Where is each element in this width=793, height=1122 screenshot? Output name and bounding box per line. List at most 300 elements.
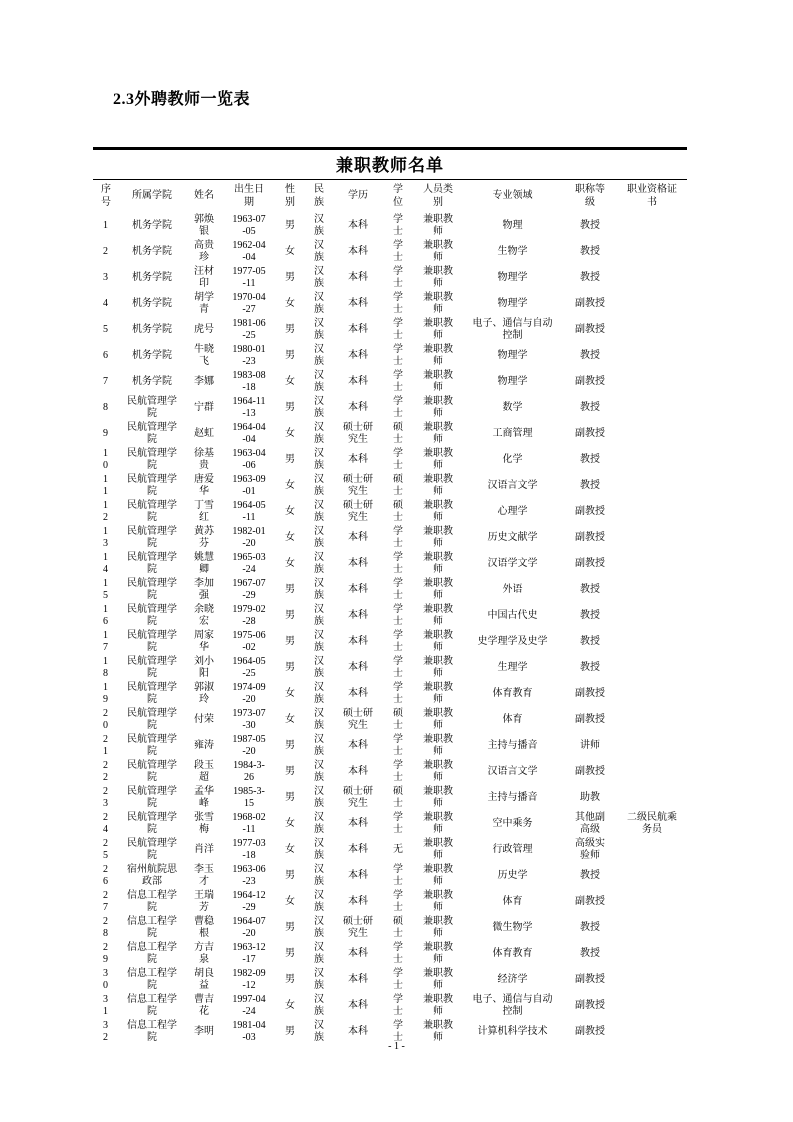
cell-education: 本科 [348, 739, 368, 751]
cell-college: 民航管理学院 [127, 473, 177, 497]
cell-birth: 1965-03-24 [232, 551, 266, 575]
column-header-certificate: 职业资格证书 [627, 184, 677, 208]
cell-gender: 男 [285, 323, 295, 335]
cell-category: 兼职教师 [423, 447, 453, 471]
cell-degree: 学士 [393, 1019, 403, 1043]
cell-degree: 硕士 [393, 421, 403, 445]
cell-education: 本科 [348, 323, 368, 335]
cell-seq: 19 [103, 681, 108, 705]
cell-certificate [617, 915, 687, 941]
cell-birth: 1984-3-26 [233, 759, 265, 783]
cell-gender: 男 [285, 583, 295, 595]
cell-category: 兼职教师 [423, 343, 453, 367]
cell-college: 民航管理学院 [127, 681, 177, 705]
cell-degree: 学士 [393, 551, 403, 575]
cell-seq: 16 [103, 603, 108, 627]
cell-college: 民航管理学院 [127, 551, 177, 575]
cell-education: 本科 [348, 583, 368, 595]
cell-birth: 1967-07-29 [232, 577, 266, 601]
cell-degree: 学士 [393, 577, 403, 601]
cell-ethnicity: 汉族 [314, 603, 324, 627]
cell-birth: 1962-04-04 [232, 239, 266, 263]
cell-certificate [617, 343, 687, 369]
cell-seq: 13 [103, 525, 108, 549]
cell-seq: 8 [103, 401, 108, 413]
cell-education: 本科 [348, 609, 368, 621]
cell-birth: 1987-05-20 [232, 733, 266, 757]
cell-rank: 副教授 [575, 895, 605, 907]
cell-name: 李加强 [194, 577, 214, 601]
cell-degree: 学士 [393, 369, 403, 393]
table-row [93, 343, 687, 369]
cell-name: 张雪梅 [194, 811, 214, 835]
cell-category: 兼职教师 [423, 551, 453, 575]
cell-gender: 男 [285, 765, 295, 777]
table-row [93, 967, 687, 993]
cell-college: 民航管理学院 [127, 811, 177, 835]
cell-rank: 副教授 [575, 973, 605, 985]
cell-ethnicity: 汉族 [314, 811, 324, 835]
cell-birth: 1977-05-11 [232, 265, 266, 289]
column-header-seq: 序号 [101, 184, 111, 208]
cell-field: 物理学 [497, 271, 528, 283]
cell-certificate [617, 369, 687, 395]
cell-seq: 31 [103, 993, 108, 1017]
cell-education: 硕士研究生 [343, 915, 373, 939]
cell-degree: 学士 [393, 733, 403, 757]
cell-gender: 女 [285, 843, 295, 855]
cell-seq: 4 [103, 297, 108, 309]
cell-field: 体育 [502, 895, 523, 907]
cell-college: 民航管理学院 [127, 577, 177, 601]
cell-certificate [617, 577, 687, 603]
table-row [93, 551, 687, 577]
cell-name: 方吉泉 [194, 941, 214, 965]
table-row [93, 837, 687, 863]
cell-rank: 教授 [580, 921, 600, 933]
cell-birth: 1963-12-17 [232, 941, 266, 965]
cell-category: 兼职教师 [423, 837, 453, 861]
cell-degree: 学士 [393, 291, 403, 315]
cell-education: 本科 [348, 973, 368, 985]
cell-degree: 学士 [393, 759, 403, 783]
cell-gender: 男 [285, 635, 295, 647]
cell-college: 民航管理学院 [127, 837, 177, 861]
cell-ethnicity: 汉族 [314, 213, 324, 237]
cell-ethnicity: 汉族 [314, 759, 324, 783]
cell-ethnicity: 汉族 [314, 915, 324, 939]
cell-education: 本科 [348, 531, 368, 543]
cell-degree: 硕士 [393, 499, 403, 523]
cell-college: 机务学院 [132, 271, 172, 283]
cell-birth: 1975-06-02 [232, 629, 266, 653]
cell-rank: 教授 [580, 453, 600, 465]
cell-field: 外语 [502, 583, 523, 595]
cell-degree: 学士 [393, 629, 403, 653]
cell-birth: 1963-04-06 [232, 447, 266, 471]
cell-degree: 学士 [393, 889, 403, 913]
cell-college: 宿州航院思政部 [127, 863, 177, 887]
cell-gender: 女 [285, 895, 295, 907]
cell-ethnicity: 汉族 [314, 317, 324, 341]
column-header-name: 姓名 [194, 190, 214, 202]
table-row [93, 681, 687, 707]
cell-category: 兼职教师 [423, 785, 453, 809]
cell-ethnicity: 汉族 [314, 525, 324, 549]
cell-rank: 教授 [580, 947, 600, 959]
cell-rank: 副教授 [575, 557, 605, 569]
cell-degree: 学士 [393, 525, 403, 549]
cell-category: 兼职教师 [423, 213, 453, 237]
cell-certificate [617, 655, 687, 681]
cell-name: 付荣 [194, 713, 214, 725]
cell-education: 本科 [348, 557, 368, 569]
cell-degree: 硕士 [393, 915, 403, 939]
cell-field: 汉语学文学 [487, 557, 538, 569]
cell-ethnicity: 汉族 [314, 499, 324, 523]
cell-name: 徐基贵 [194, 447, 214, 471]
cell-birth: 1964-05-25 [232, 655, 266, 679]
cell-field: 行政管理 [492, 843, 533, 855]
cell-college: 机务学院 [132, 219, 172, 231]
cell-field: 空中乘务 [492, 817, 533, 829]
cell-category: 兼职教师 [423, 317, 453, 341]
table-row [93, 759, 687, 785]
cell-gender: 男 [285, 947, 295, 959]
cell-name: 王瑞芳 [194, 889, 214, 913]
cell-education: 本科 [348, 999, 368, 1011]
cell-seq: 10 [103, 447, 108, 471]
cell-ethnicity: 汉族 [314, 993, 324, 1017]
cell-birth: 1974-09-20 [232, 681, 266, 705]
cell-birth: 1963-06-23 [232, 863, 266, 887]
cell-college: 民航管理学院 [127, 603, 177, 627]
cell-ethnicity: 汉族 [314, 785, 324, 809]
teacher-table-section [93, 147, 687, 1045]
cell-certificate [617, 967, 687, 993]
cell-certificate [617, 551, 687, 577]
cell-field: 史学理学及史学 [477, 635, 548, 647]
cell-name: 胡学青 [194, 291, 214, 315]
cell-category: 兼职教师 [423, 525, 453, 549]
cell-field: 电子、通信与自动控制 [472, 993, 553, 1017]
cell-rank: 其他副高级 [575, 811, 605, 835]
cell-education: 硕士研究生 [343, 707, 373, 731]
cell-rank: 副教授 [575, 297, 605, 309]
cell-field: 经济学 [497, 973, 528, 985]
cell-gender: 女 [285, 427, 295, 439]
cell-rank: 教授 [580, 219, 600, 231]
table-row [93, 707, 687, 733]
cell-seq: 23 [103, 785, 108, 809]
cell-gender: 女 [285, 817, 295, 829]
cell-category: 兼职教师 [423, 629, 453, 653]
cell-education: 本科 [348, 1025, 368, 1037]
table-row [93, 213, 687, 239]
column-header-ethnicity: 民族 [314, 184, 324, 208]
cell-certificate [617, 993, 687, 1019]
cell-rank: 副教授 [575, 765, 605, 777]
cell-gender: 男 [285, 1025, 295, 1037]
cell-education: 硕士研究生 [343, 499, 373, 523]
cell-seq: 20 [103, 707, 108, 731]
cell-field: 物理学 [497, 349, 528, 361]
column-header-degree: 学位 [393, 184, 403, 208]
cell-category: 兼职教师 [423, 577, 453, 601]
cell-college: 信息工程学院 [127, 915, 177, 939]
cell-category: 兼职教师 [423, 395, 453, 419]
cell-gender: 男 [285, 349, 295, 361]
cell-name: 丁雪红 [194, 499, 214, 523]
cell-field: 主持与播音 [487, 739, 538, 751]
cell-category: 兼职教师 [423, 759, 453, 783]
cell-field: 物理学 [497, 297, 528, 309]
column-header-college: 所属学院 [132, 190, 172, 202]
cell-certificate [617, 785, 687, 811]
cell-degree: 学士 [393, 317, 403, 341]
cell-name: 唐爱华 [194, 473, 214, 497]
cell-gender: 女 [285, 531, 295, 543]
cell-certificate [617, 681, 687, 707]
column-header-field: 专业领域 [492, 190, 533, 202]
cell-degree: 硕士 [393, 707, 403, 731]
cell-education: 本科 [348, 687, 368, 699]
table-row [93, 421, 687, 447]
cell-rank: 助教 [580, 791, 600, 803]
cell-gender: 男 [285, 973, 295, 985]
cell-birth: 1981-04-03 [232, 1019, 266, 1043]
table-row [93, 993, 687, 1019]
table-row [93, 291, 687, 317]
cell-field: 体育教育 [492, 947, 533, 959]
table-row [93, 941, 687, 967]
cell-birth: 1985-3-15 [233, 785, 265, 809]
cell-rank: 副教授 [575, 505, 605, 517]
cell-category: 兼职教师 [423, 369, 453, 393]
document-heading: 2.3外聘教师一览表 [113, 91, 251, 108]
cell-gender: 女 [285, 687, 295, 699]
cell-field: 物理 [502, 219, 523, 231]
table-row [93, 655, 687, 681]
cell-rank: 副教授 [575, 427, 605, 439]
cell-seq: 32 [103, 1019, 108, 1043]
cell-field: 微生物学 [492, 921, 533, 933]
cell-education: 本科 [348, 947, 368, 959]
cell-name: 李玉才 [194, 863, 214, 887]
cell-category: 兼职教师 [423, 265, 453, 289]
table-row [93, 915, 687, 941]
cell-certificate [617, 707, 687, 733]
cell-college: 民航管理学院 [127, 785, 177, 809]
cell-ethnicity: 汉族 [314, 837, 324, 861]
cell-gender: 男 [285, 609, 295, 621]
table-row [93, 447, 687, 473]
cell-name: 牛晓飞 [194, 343, 214, 367]
table-row [93, 577, 687, 603]
cell-college: 信息工程学院 [127, 941, 177, 965]
cell-category: 兼职教师 [423, 707, 453, 731]
cell-seq: 30 [103, 967, 108, 991]
cell-category: 兼职教师 [423, 967, 453, 991]
cell-certificate [617, 317, 687, 343]
cell-category: 兼职教师 [423, 421, 453, 445]
cell-degree: 学士 [393, 239, 403, 263]
cell-education: 硕士研究生 [343, 785, 373, 809]
cell-ethnicity: 汉族 [314, 239, 324, 263]
cell-certificate [617, 265, 687, 291]
cell-gender: 女 [285, 375, 295, 387]
cell-seq: 27 [103, 889, 108, 913]
cell-birth: 1979-02-28 [232, 603, 266, 627]
cell-seq: 12 [103, 499, 108, 523]
cell-seq: 9 [103, 427, 108, 439]
cell-name: 李明 [194, 1025, 214, 1037]
cell-birth: 1981-06-25 [232, 317, 266, 341]
cell-ethnicity: 汉族 [314, 447, 324, 471]
cell-category: 兼职教师 [423, 473, 453, 497]
cell-birth: 1964-05-11 [232, 499, 266, 523]
cell-name: 余晓宏 [194, 603, 214, 627]
cell-education: 本科 [348, 271, 368, 283]
cell-rank: 教授 [580, 661, 600, 673]
cell-seq: 2 [103, 245, 108, 257]
cell-degree: 学士 [393, 681, 403, 705]
cell-field: 计算机科学技术 [477, 1025, 548, 1037]
cell-seq: 28 [103, 915, 108, 939]
cell-certificate [617, 421, 687, 447]
cell-field: 汉语言文学 [487, 765, 538, 777]
cell-ethnicity: 汉族 [314, 473, 324, 497]
cell-category: 兼职教师 [423, 655, 453, 679]
cell-education: 本科 [348, 843, 368, 855]
column-header-birth: 出生日期 [234, 184, 264, 208]
cell-certificate [617, 499, 687, 525]
column-header-rank: 职称等级 [575, 184, 605, 208]
cell-education: 本科 [348, 895, 368, 907]
cell-ethnicity: 汉族 [314, 343, 324, 367]
cell-ethnicity: 汉族 [314, 889, 324, 913]
cell-field: 工商管理 [492, 427, 533, 439]
cell-birth: 1968-02-11 [232, 811, 266, 835]
cell-name: 郭淑玲 [194, 681, 214, 705]
column-header-education: 学历 [348, 190, 368, 202]
cell-seq: 5 [103, 323, 108, 335]
table-row [93, 603, 687, 629]
cell-ethnicity: 汉族 [314, 967, 324, 991]
cell-birth: 1964-12-29 [232, 889, 266, 913]
cell-field: 物理学 [497, 375, 528, 387]
cell-gender: 女 [285, 713, 295, 725]
cell-category: 兼职教师 [423, 889, 453, 913]
cell-seq: 3 [103, 271, 108, 283]
cell-rank: 教授 [580, 479, 600, 491]
cell-gender: 男 [285, 661, 295, 673]
cell-college: 民航管理学院 [127, 447, 177, 471]
cell-certificate [617, 239, 687, 265]
cell-birth: 1963-07-05 [232, 213, 266, 237]
cell-degree: 无 [393, 843, 403, 855]
cell-seq: 7 [103, 375, 108, 387]
cell-degree: 学士 [393, 447, 403, 471]
table-row [93, 473, 687, 499]
cell-degree: 学士 [393, 395, 403, 419]
cell-college: 机务学院 [132, 349, 172, 361]
cell-certificate [617, 291, 687, 317]
cell-college: 信息工程学院 [127, 889, 177, 913]
cell-ethnicity: 汉族 [314, 863, 324, 887]
cell-birth: 1964-11-13 [232, 395, 266, 419]
cell-rank: 副教授 [575, 375, 605, 387]
cell-college: 民航管理学院 [127, 421, 177, 445]
cell-gender: 女 [285, 999, 295, 1011]
cell-gender: 女 [285, 557, 295, 569]
cell-degree: 学士 [393, 967, 403, 991]
cell-ethnicity: 汉族 [314, 291, 324, 315]
cell-certificate [617, 629, 687, 655]
cell-gender: 男 [285, 401, 295, 413]
table-row [93, 395, 687, 421]
cell-education: 本科 [348, 765, 368, 777]
cell-birth: 1983-08-18 [232, 369, 266, 393]
cell-college: 民航管理学院 [127, 499, 177, 523]
teacher-table [93, 180, 687, 1045]
table-row [93, 239, 687, 265]
cell-gender: 女 [285, 479, 295, 491]
cell-college: 民航管理学院 [127, 525, 177, 549]
cell-birth: 1980-01-23 [232, 343, 266, 367]
cell-name: 高贵珍 [194, 239, 214, 263]
cell-ethnicity: 汉族 [314, 265, 324, 289]
cell-ethnicity: 汉族 [314, 395, 324, 419]
cell-gender: 男 [285, 869, 295, 881]
cell-college: 民航管理学院 [127, 707, 177, 731]
cell-seq: 17 [103, 629, 108, 653]
cell-rank: 副教授 [575, 1025, 605, 1037]
cell-rank: 教授 [580, 271, 600, 283]
cell-degree: 学士 [393, 265, 403, 289]
cell-gender: 男 [285, 739, 295, 751]
cell-birth: 1973-07-30 [232, 707, 266, 731]
table-row [93, 265, 687, 291]
cell-seq: 11 [103, 473, 108, 497]
cell-degree: 硕士 [393, 473, 403, 497]
table-row [93, 317, 687, 343]
cell-certificate [617, 525, 687, 551]
cell-degree: 学士 [393, 213, 403, 237]
cell-college: 机务学院 [132, 323, 172, 335]
cell-rank: 副教授 [575, 531, 605, 543]
cell-gender: 女 [285, 245, 295, 257]
cell-seq: 26 [103, 863, 108, 887]
table-row [93, 733, 687, 759]
cell-category: 兼职教师 [423, 941, 453, 965]
cell-name: 孟华峰 [194, 785, 214, 809]
cell-field: 体育教育 [492, 687, 533, 699]
cell-degree: 学士 [393, 941, 403, 965]
cell-education: 本科 [348, 375, 368, 387]
cell-field: 历史文献学 [487, 531, 538, 543]
cell-ethnicity: 汉族 [314, 577, 324, 601]
cell-name: 赵虹 [194, 427, 214, 439]
cell-field: 数学 [502, 401, 523, 413]
cell-education: 硕士研究生 [343, 473, 373, 497]
cell-certificate [617, 759, 687, 785]
cell-certificate [617, 837, 687, 863]
cell-education: 本科 [348, 245, 368, 257]
cell-ethnicity: 汉族 [314, 551, 324, 575]
cell-college: 信息工程学院 [127, 967, 177, 991]
cell-seq: 14 [103, 551, 108, 575]
